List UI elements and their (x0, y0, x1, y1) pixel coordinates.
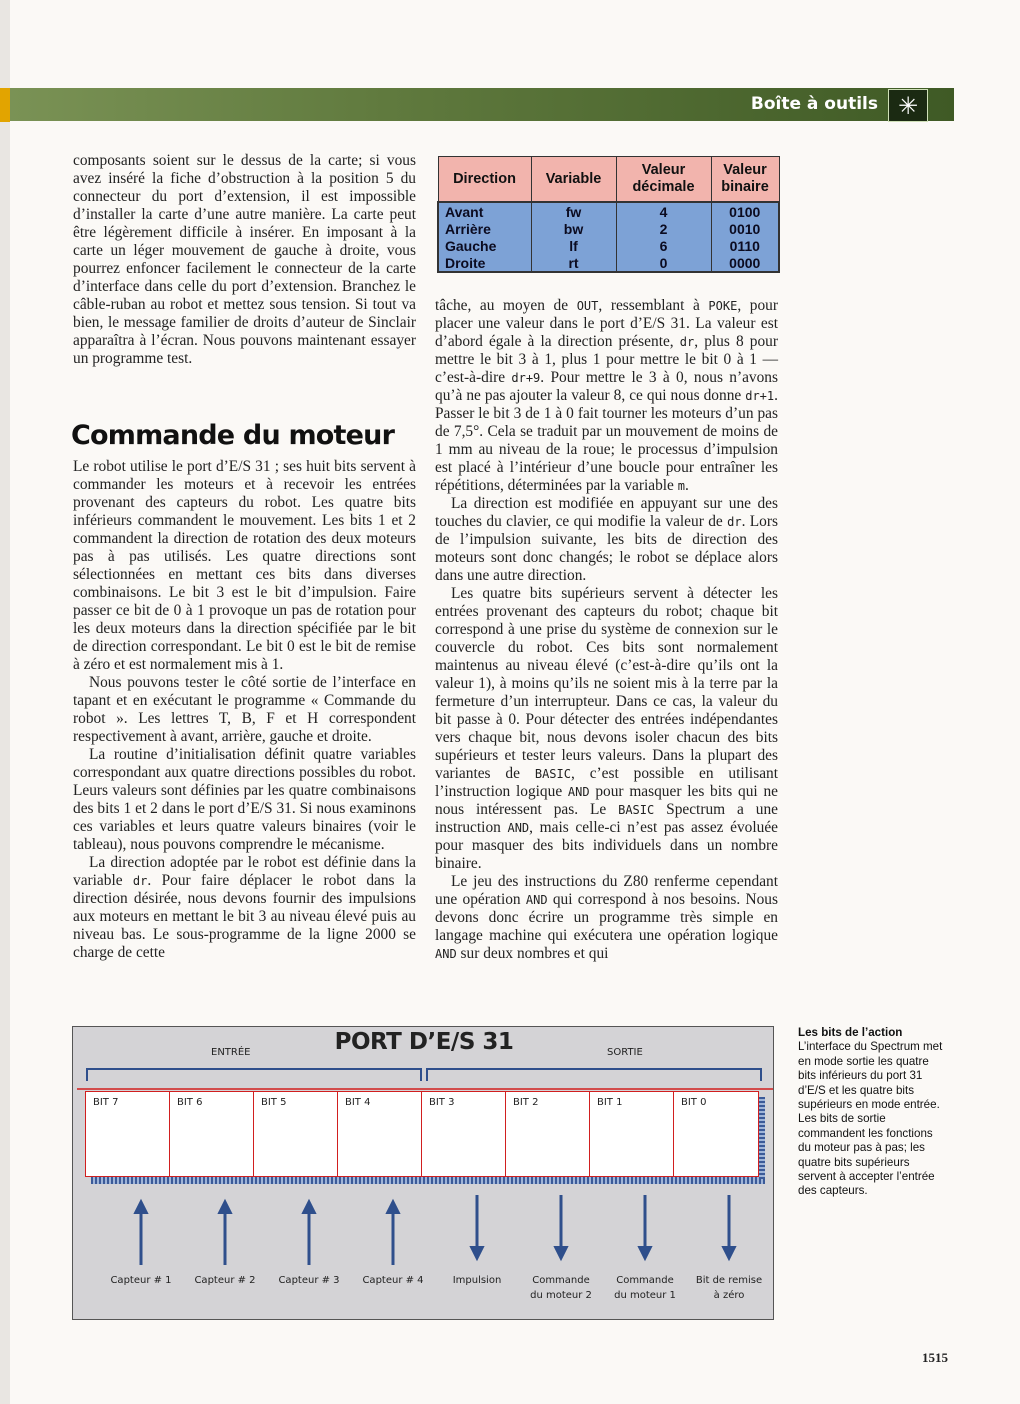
code-expression: dr+9 (511, 371, 541, 385)
arrow-up-icon (303, 1201, 315, 1213)
paragraph: composants soient sur le dessus de la carte; si vous avez inséré la fiche d’obstruction à la position 5 du connecteur du port d’extension, il est impossible d’installer la carte d’une autre manière. La carte peut être légèrement difficile à insérer. En imposant à la carte un léger mouvement de gauche à droite, vous pourrez enfoncer facilement le connecteur de la carte d’interface dans celle du port d’extension. Branchez le câble-ruban au robot et mettez sous tension. Si tout va bien, le message familier de droits d’auteur de Sinclair apparaîtra à l’écran. Nous pouvons maintenant essayer un programme test. (73, 152, 416, 367)
column-2-body (435, 297, 778, 963)
table-cell: 0100 (711, 202, 779, 220)
table-cell: rt (531, 254, 616, 272)
page-edge-tab (0, 88, 10, 122)
arrow-down-icon (555, 1247, 567, 1259)
table-header: Variable (531, 157, 616, 203)
arrow-down-icon (723, 1247, 735, 1259)
code-keyword: AND (567, 785, 590, 799)
paragraph: La direction est modifiée en appuyant sur une des touches du clavier, ce qui modifie la valeur de dr. Lors de l’impulsion suivante, les bits de direction des moteurs sont donc changés; le robot se déplace alors dans une autre direction. (435, 495, 778, 584)
arrow-label: Capteur # 1 (110, 1275, 172, 1286)
table-row (438, 202, 779, 220)
table-body (438, 202, 779, 272)
table-cell: 0 (616, 254, 711, 272)
arrow-label: Commande du moteur 2 (530, 1275, 592, 1301)
arrow-up-icon (387, 1201, 399, 1213)
code-keyword: BASIC (618, 803, 655, 817)
table-cell: bw (531, 220, 616, 237)
figure-caption (798, 1026, 948, 1199)
code-variable: dr (727, 515, 742, 529)
section-title: Boîte à outils (750, 94, 878, 114)
code-variable: dr (132, 874, 148, 888)
table-cell: Arrière (438, 220, 531, 237)
paragraph: La routine d’initialisation définit quatre variables correspondant aux quatre directions possibles du robot. Leurs valeurs sont définies par les quatre combinaisons des bits 1 et 2 dans le port d’E/S 31. Si nous examinons ces variables et leurs quatre valeurs binaires (voir le tableau), nous pouvons comprendre le mécanisme. (73, 746, 416, 853)
table-header: Direction (438, 157, 531, 203)
arrow-up-icon (219, 1201, 231, 1213)
table-row (438, 220, 779, 237)
bit-label: BIT 7 (93, 1097, 119, 1108)
code-keyword: AND (435, 947, 457, 961)
code-keyword: POKE (708, 299, 738, 313)
arrow-up-icon (135, 1201, 147, 1213)
paragraph: La direction adoptée par le robot est définie dans la variable dr. Pour faire déplacer le robot dans la direction désirée, nous devons fournir des impulsions aux moteurs en mettant le bit 3 au niveau élevé puis au niveau bas. Le sous-programme de la ligne 2000 se charge de cette (73, 854, 416, 961)
table-cell: Droite (438, 254, 531, 272)
code-variable: m (677, 479, 685, 493)
table-cell: 4 (616, 202, 711, 220)
code-keyword: BASIC (534, 767, 571, 781)
bit-label: BIT 4 (345, 1097, 371, 1108)
paragraph: tâche, au moyen de OUT, ressemblant à POKE, pour placer une valeur dans le port d’E/S 31. La valeur est d’abord égale à la direction présente, dr, plus 8 pour mettre le bit 3 à 1, plus 1 pour mettre le bit 0 à 1 — c’est-à-dire dr+9. Pour mettre le 3 à 0, nous n’avons qu’à ne pas ajouter la valeur 8, ce qui nous donne dr+1. Passer le bit 3 de 1 à 0 fait tourner les moteurs d’un pas de 7,5°. Cela se traduit par un mouvement de moins de 1 mm au niveau de la roue; le processus d’impulsion est placé à l’intérieur d’une boucle pour entraîner les répétitions, déterminées par la variable m. (435, 297, 778, 494)
paragraph: Les quatre bits supérieurs servent à détecter les entrées provenant des capteurs du robot; chaque bit correspond à une prise du système de connexion sur le couvercle du robot. Ces bits sont normalement maintenus au niveau élevé (c’est-à-dire qu’ils ont la valeur 1), à moins qu’ils ne soient mis à la terre par la fermeture d’un interrupteur. Dans ce cas, la valeur du bit passe à 0. Pour détecter des entrées indépendantes vers chaque bit, nous devons isoler chacun des bits supérieurs et tester leurs valeurs. Dans la plupart des variantes de BASIC, c’est possible en utilisant l’instruction logique AND pour masquer les bits qui ne nous intéressent pas. Le BASIC Spectrum a une instruction AND, mais celle-ci n’est pas assez évoluée pour masquer des bits individuels dans un nombre binaire. (435, 585, 778, 872)
code-keyword: AND (507, 821, 530, 835)
arrow-down-icon (639, 1247, 651, 1259)
table-cell: 0000 (711, 254, 779, 272)
table-cell: Gauche (438, 237, 531, 254)
page-number: 1515 (922, 1350, 948, 1365)
table-header: Valeur binaire (711, 157, 779, 203)
caption-text: L’interface du Spectrum met en mode sortie les quatre bits inférieurs du port 31 d’E/S et les quatre bits supérieurs en mode entrée. Les bits de sortie commandent les fonctions du moteur pas à pas; les quatre bits supérieurs servent à accepter l’entrée des capteurs. (798, 1040, 943, 1198)
table-cell: 0110 (711, 237, 779, 254)
table-row (438, 237, 779, 254)
page-left-margin (0, 0, 10, 1404)
table-cell: 6 (616, 237, 711, 254)
output-label: SORTIE (607, 1047, 643, 1058)
starburst-icon: ✳ (888, 89, 928, 122)
arrow-label: Commande du moteur 1 (614, 1275, 676, 1301)
bit-label: BIT 6 (177, 1097, 203, 1108)
table-row (438, 254, 779, 272)
section-header-bar (10, 88, 954, 121)
bit-label: BIT 3 (429, 1097, 455, 1108)
paragraph: Nous pouvons tester le côté sortie de l’interface en tapant et en exécutant le programme « Commande du robot ». Les lettres T, B, F et H correspondent respectivement à avant, arrière, gauche et droite. (73, 674, 416, 745)
caption-title: Les bits de l’action (798, 1026, 903, 1039)
section-heading: Commande du moteur (71, 420, 395, 451)
arrow-down-icon (471, 1247, 483, 1259)
input-label: ENTRÉE (211, 1047, 251, 1058)
arrow-label: Capteur # 2 (194, 1275, 256, 1286)
table-cell: 2 (616, 220, 711, 237)
diagram-title: PORT D’E/S 31 (334, 1029, 514, 1055)
table-cell: lf (531, 237, 616, 254)
bit-label: BIT 1 (597, 1097, 623, 1108)
code-expression: dr+1 (745, 389, 775, 403)
table-cell: fw (531, 202, 616, 220)
column-1-top-text (73, 152, 416, 368)
table-cell: 0010 (711, 220, 779, 237)
bit-label: BIT 0 (681, 1097, 707, 1108)
column-1-body (73, 458, 416, 962)
code-keyword: AND (525, 893, 548, 907)
arrow-label: Impulsion (452, 1275, 502, 1286)
bit-label: BIT 2 (513, 1097, 539, 1108)
direction-table (437, 156, 780, 273)
arrow-label: Bit de remise à zéro (695, 1275, 763, 1301)
paragraph: Le jeu des instructions du Z80 renferme cependant une opération AND qui correspond à nos besoins. Nous devons donc écrire un programme très simple en langage machine qui exécutera une opération logique AND sur deux nombres et qui (435, 873, 778, 962)
bit-label: BIT 5 (261, 1097, 287, 1108)
code-keyword: OUT (576, 299, 599, 313)
table-header: Valeur décimale (616, 157, 711, 203)
code-variable: dr (679, 335, 695, 349)
arrow-label: Capteur # 3 (278, 1275, 340, 1286)
paragraph: Le robot utilise le port d’E/S 31 ; ses huit bits servent à commander les moteurs et à recevoir les entrées provenant des capteurs du robot. Les quatre bits inférieurs commandent le mouvement. Les bits 1 et 2 commandent la direction de rotation des deux moteurs pas à pas utilisés. Les quatre directions sont sélectionnées en mettant ces bits dans diverses combinaisons. Le bit 3 est le bit d’impulsion. Faire passer ce bit de 0 à 1 provoque un pas de rotation pour les deux moteurs dans la direction spécifiée par le bit de direction correspondant. Le bit 0 est le bit de remise à zéro et est normalement mis à 1. (73, 458, 416, 673)
arrow-label: Capteur # 4 (362, 1275, 424, 1286)
port-diagram (72, 1026, 774, 1320)
table-cell: Avant (438, 202, 531, 220)
